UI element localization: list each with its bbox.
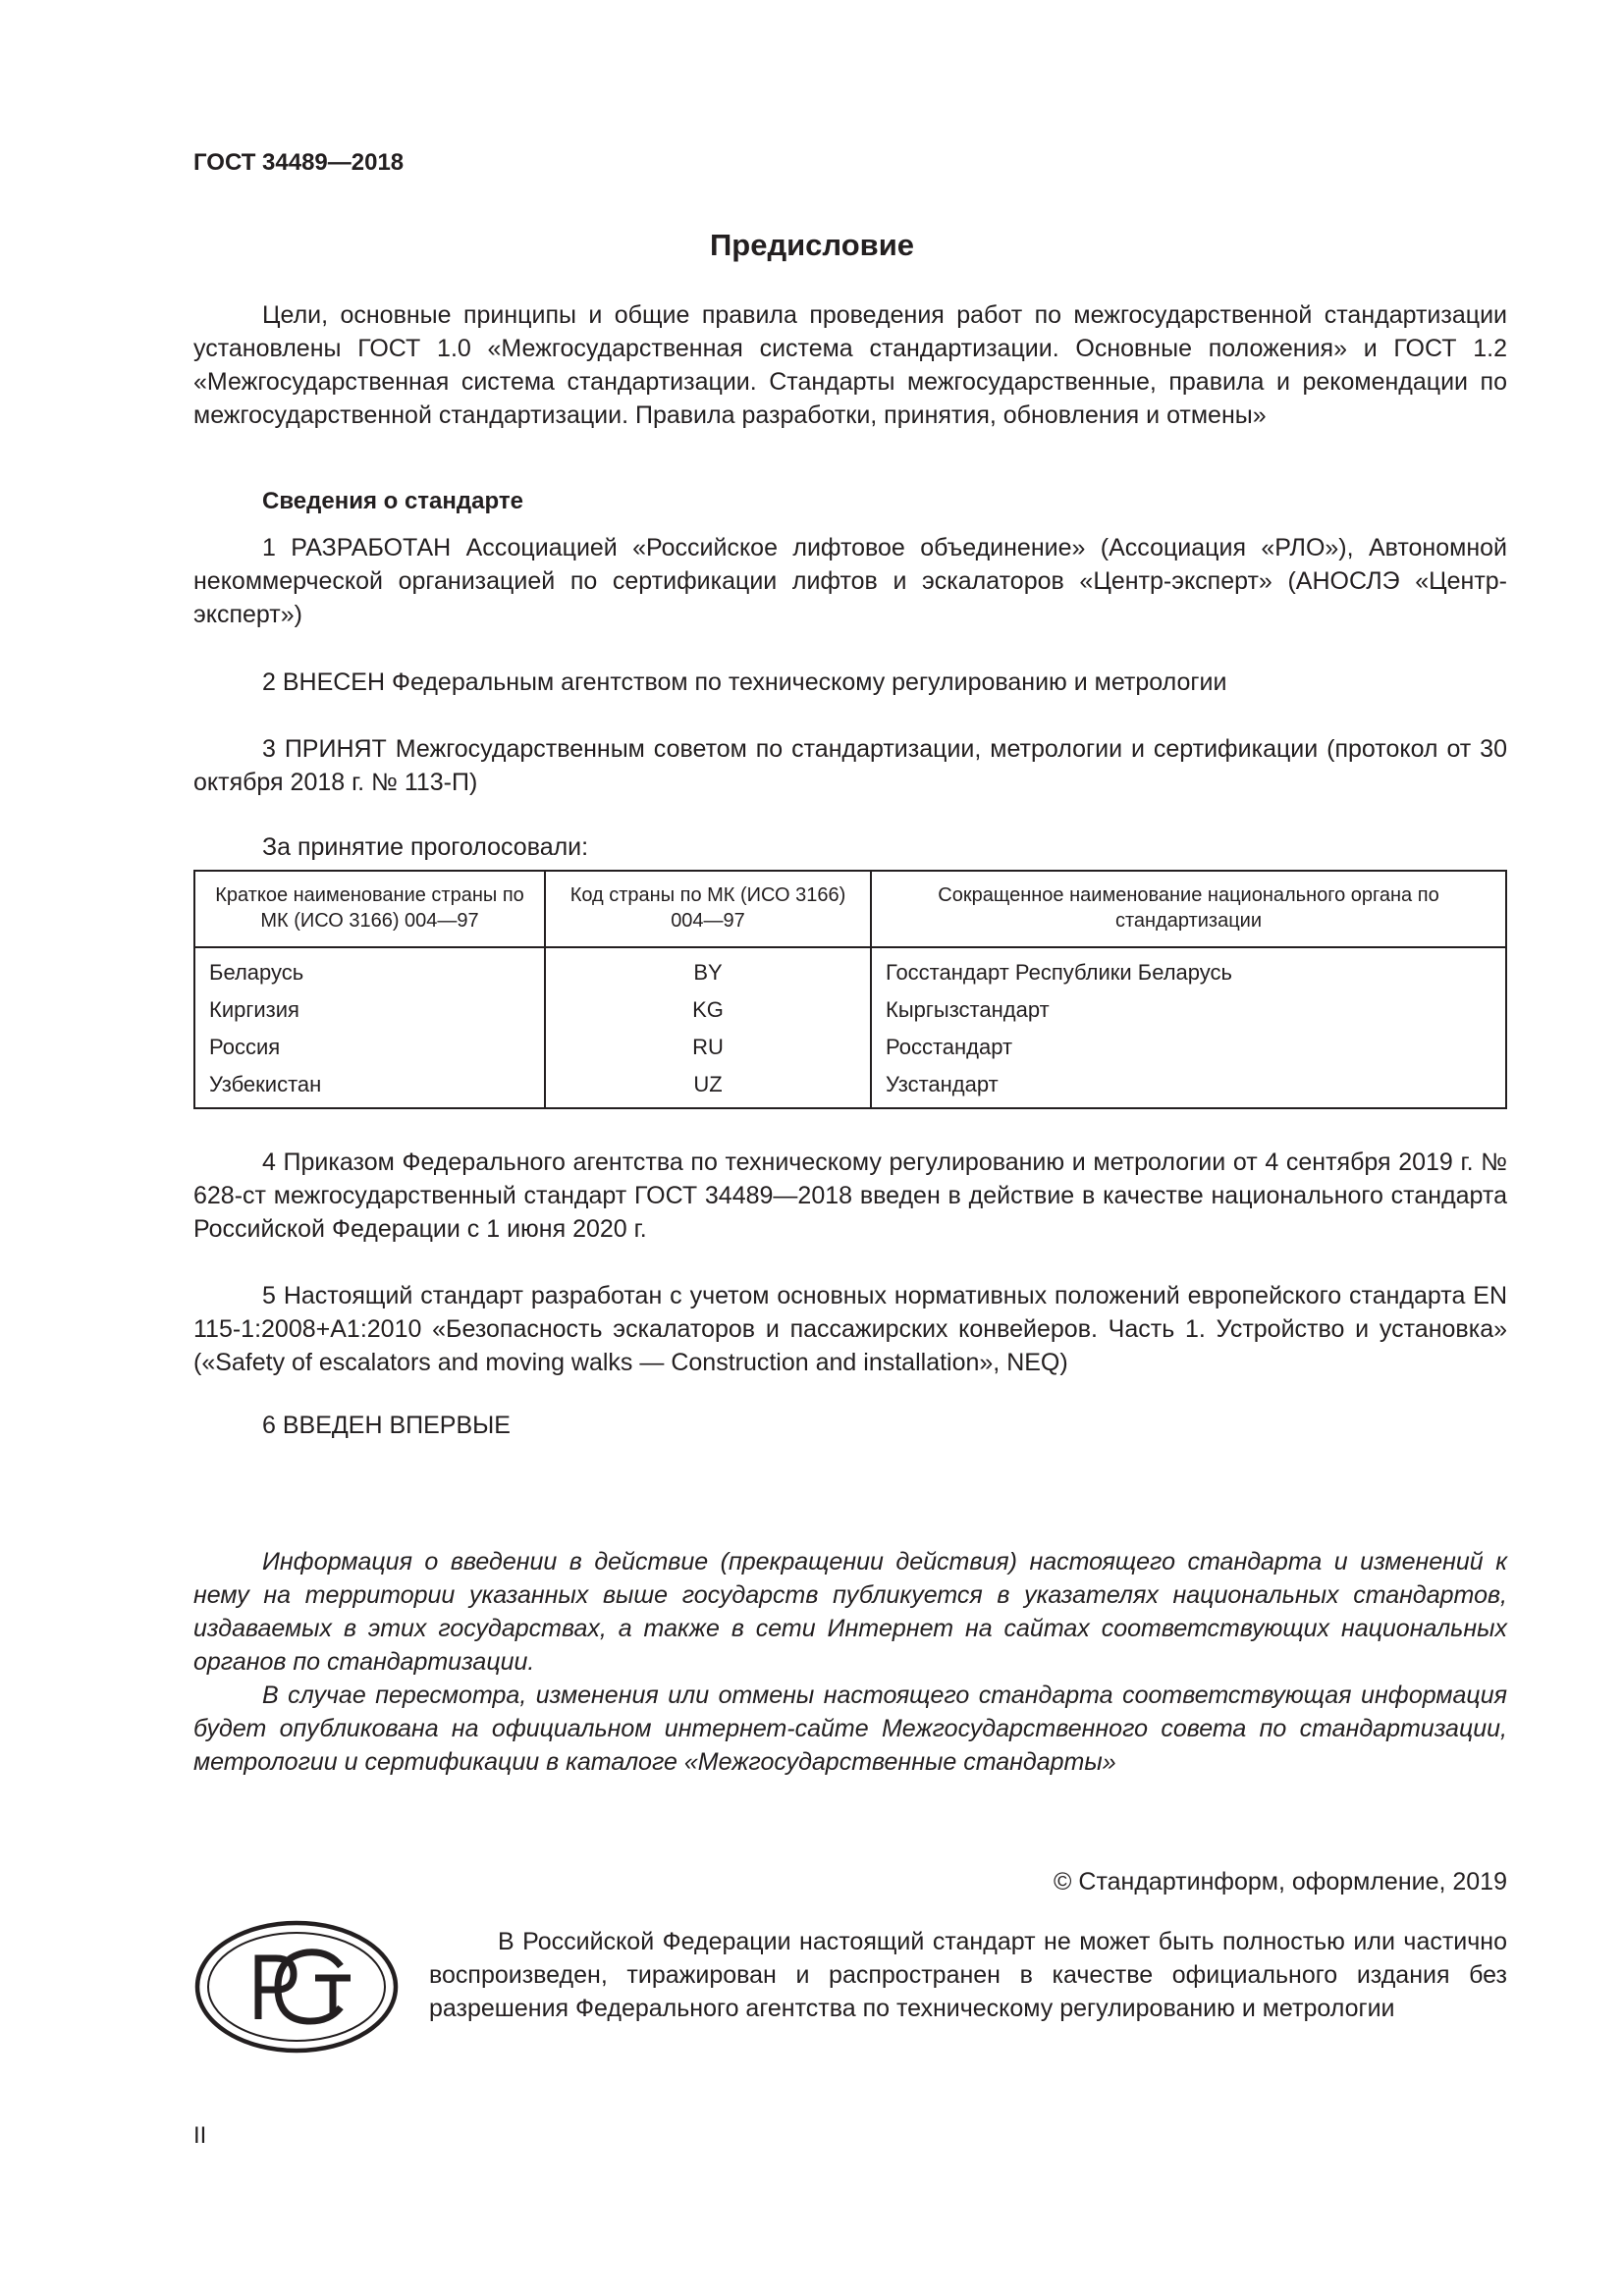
cell-body: Госстандарт Республики Беларусь (871, 947, 1506, 991)
rst-conformity-logo (193, 1919, 400, 2055)
header-standards-body: Сокращенное наименование национального органа по стандартизации (871, 871, 1506, 947)
table-row (194, 947, 1506, 991)
item-3-adopted: 3 ПРИНЯТ Межгосударственным советом по стандартизации, метрологии и сертификации (протокол от 30 октября 2018 г. № 113-П) (193, 735, 1507, 796)
voting-countries-table (193, 870, 1507, 1109)
document-code-header: ГОСТ 34489—2018 (193, 149, 405, 176)
intro-paragraph: Цели, основные принципы и общие правила проведения работ по межгосударственной стандартизации установлены ГОСТ 1.0 «Межгосударственная система стандартизации. Основные положения» и ГОСТ 1.2 «Межгосударственная система стандартизации. Стандарты межгосударственные, правила и рекомендации по межгосударственной стандартизации. Правила разработки, принятия, обновления и отмены» (193, 301, 1507, 429)
notice-paragraph-2: В случае пересмотра, изменения или отмены настоящего стандарта соответствующая информация будет опубликована на официальном интернет-сайте Межгосударственного совета по стандартизации, метрологии и сертификации в каталоге «Межгосударственные стандарты» (193, 1682, 1507, 1776)
cell-country: Киргизия (194, 991, 545, 1029)
table-header-row (194, 871, 1506, 947)
table-row (194, 1066, 1506, 1108)
legal-notice: В Российской Федерации настоящий стандарт не может быть полностью или частично воспроизведен, тиражирован и распространен в качестве официального издания без разрешения Федерального агентства по техническому регулированию и метрологии (429, 1928, 1507, 2022)
standard-info-heading: Сведения о стандарте (262, 488, 523, 514)
cell-country: Беларусь (194, 947, 545, 991)
cell-code: KG (545, 991, 871, 1029)
item-1-developed: 1 РАЗРАБОТАН Ассоциацией «Российское лифтовое объединение» (Ассоциация «РЛО»), Автономной некоммерческой организацией по сертификации лифтов и эскалаторов «Центр-эксперт» (АНОСЛЭ «Центр-эксперт») (193, 534, 1507, 628)
page-title: Предисловие (709, 228, 914, 262)
table-row (194, 1029, 1506, 1066)
cell-code: UZ (545, 1066, 871, 1108)
header-country-code: Код страны по МК (ИСО 3166) 004—97 (545, 871, 871, 947)
cell-country: Россия (194, 1029, 545, 1066)
notice-paragraph-1: Информация о введении в действие (прекращении действия) настоящего стандарта и изменений к нему на территории указанных выше государств публикуется в указателях национальных стандартов, издаваемых в этих государствах, а также в сети Интернет на сайтах соответствующих национальных органов по стандартизации. (193, 1548, 1507, 1676)
cell-country: Узбекистан (194, 1066, 545, 1108)
table-row (194, 991, 1506, 1029)
cell-body: Кыргызстандарт (871, 991, 1506, 1029)
vote-label: За принятие проголосовали: (262, 833, 589, 861)
item-4-enactment: 4 Приказом Федерального агентства по техническому регулированию и метрологии от 4 сентября 2019 г. № 628-ст межгосударственный стандарт ГОСТ 34489—2018 введен в действие в качестве национального стандарта Российской Федерации с 1 июня 2020 г. (193, 1148, 1507, 1243)
copyright-line: © Стандартинформ, оформление, 2019 (1054, 1868, 1507, 1896)
item-2-submitted: 2 ВНЕСЕН Федеральным агентством по техническому регулированию и метрологии (262, 668, 1227, 696)
cell-code: BY (545, 947, 871, 991)
cell-body: Росстандарт (871, 1029, 1506, 1066)
cell-code: RU (545, 1029, 871, 1066)
item-6-first-introduced: 6 ВВЕДЕН ВПЕРВЫЕ (262, 1412, 511, 1439)
cell-body: Узстандарт (871, 1066, 1506, 1108)
page-number: II (193, 2122, 207, 2149)
header-country-name: Краткое наименование страны по МК (ИСО 3166) 004—97 (194, 871, 545, 947)
item-5-basis: 5 Настоящий стандарт разработан с учетом основных нормативных положений европейского стандарта EN 115-1:2008+A1:2010 «Безопасность эскалаторов и пассажирских конвейеров. Часть 1. Устройство и установка» («Safety of escalators and moving walks — Construction and installation», NEQ) (193, 1282, 1507, 1376)
